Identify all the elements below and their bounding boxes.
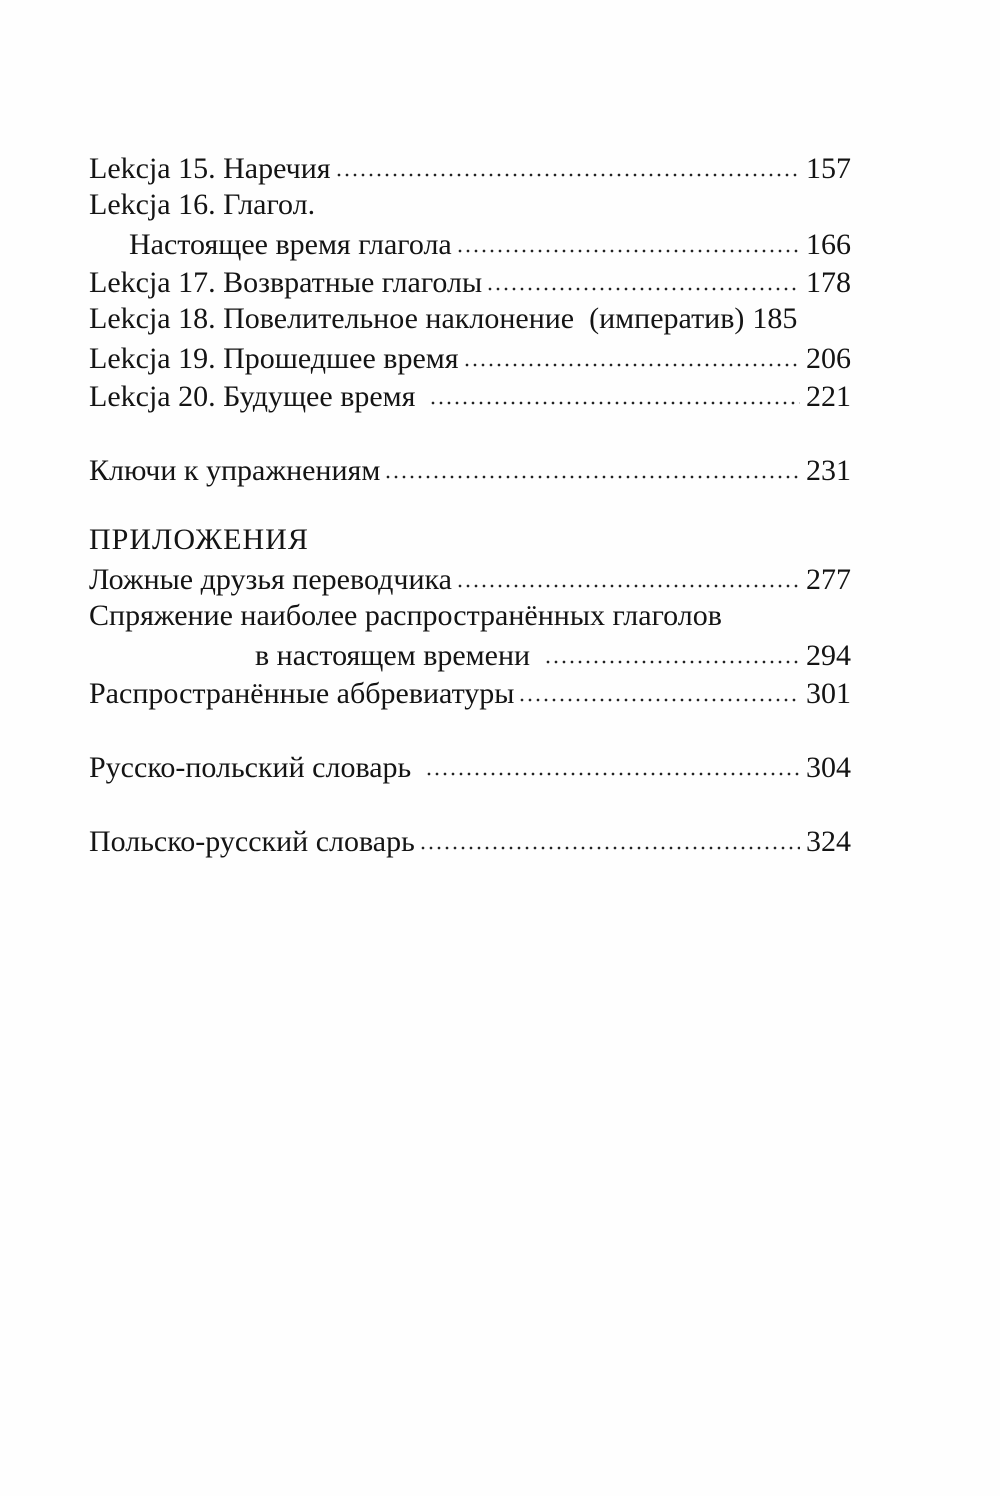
spacer <box>89 414 851 450</box>
toc-entry-label: Lekcja 19. Прошедшее время <box>89 342 459 375</box>
dot-leader <box>456 559 800 589</box>
toc-entry-lesson-15 <box>89 148 851 186</box>
toc-entry-false-friends <box>89 559 851 597</box>
toc-entry-lesson-20 <box>89 376 851 414</box>
dot-leader <box>456 224 800 254</box>
dot-leader <box>419 821 800 851</box>
dot-leader <box>486 262 800 292</box>
spacer <box>89 785 851 821</box>
section-heading-appendix <box>89 521 851 559</box>
toc-entry-page: 277 <box>806 563 851 596</box>
toc-entry-lesson-17 <box>89 262 851 300</box>
toc-entry-label: Ключи к упражнениям <box>89 454 381 487</box>
toc-entry-page: 294 <box>806 639 851 672</box>
toc-entry-lesson-16-sub <box>89 224 851 262</box>
table-of-contents <box>89 148 851 859</box>
dot-leader <box>429 376 800 406</box>
toc-entry-page: 231 <box>806 454 851 487</box>
toc-entry-page: 206 <box>806 342 851 375</box>
toc-entry-keys <box>89 450 851 488</box>
toc-entry-label: Ложные друзья переводчика <box>89 563 452 596</box>
toc-entry-lesson-16 <box>89 186 851 224</box>
toc-entry-dict-ru-pl <box>89 747 851 785</box>
toc-entry-label: Польско-русский словарь <box>89 825 415 858</box>
spacer <box>89 711 851 747</box>
toc-entry-label: в настоящем времени <box>255 639 531 672</box>
toc-entry-conjugation-sub <box>89 635 851 673</box>
dot-leader <box>463 338 800 368</box>
toc-entry-page: 301 <box>806 677 851 710</box>
toc-entry-dict-pl-ru <box>89 821 851 859</box>
toc-entry-page: 185 <box>752 302 798 335</box>
dot-leader <box>384 450 800 480</box>
toc-entry-label: Lekcja 16. Глагол. <box>89 188 316 221</box>
toc-entry-label: Распространённые аббревиатуры <box>89 677 515 710</box>
toc-entry-conjugation <box>89 597 851 635</box>
dot-leader <box>518 673 800 703</box>
toc-entry-page: 178 <box>806 266 851 299</box>
toc-entry-label: Lekcja 18. Повелительное наклонение (императив) <box>89 302 745 335</box>
toc-entry-lesson-19 <box>89 338 851 376</box>
toc-entry-page: 166 <box>806 228 851 261</box>
toc-entry-page: 221 <box>806 380 851 413</box>
toc-entry-page: 324 <box>806 825 851 858</box>
dot-leader <box>425 747 800 777</box>
toc-entry-lesson-18 <box>89 300 851 338</box>
toc-entry-label: Спряжение наиболее распространённых глаголов <box>89 599 722 632</box>
toc-entry-label: Lekcja 20. Будущее время <box>89 380 416 413</box>
toc-entry-page: 304 <box>806 751 851 784</box>
toc-entry-page: 157 <box>806 152 851 185</box>
toc-entry-label: Русско-польский словарь <box>89 751 412 784</box>
section-heading-label: ПРИЛОЖЕНИЯ <box>89 523 309 556</box>
toc-entry-label: Lekcja 15. Наречия <box>89 152 331 185</box>
toc-entry-abbreviations <box>89 673 851 711</box>
toc-entry-label: Lekcja 17. Возвратные глаголы <box>89 266 483 299</box>
toc-entry-label: Настоящее время глагола <box>129 228 452 261</box>
dot-leader <box>544 635 800 665</box>
dot-leader <box>335 148 800 178</box>
spacer <box>89 488 851 521</box>
